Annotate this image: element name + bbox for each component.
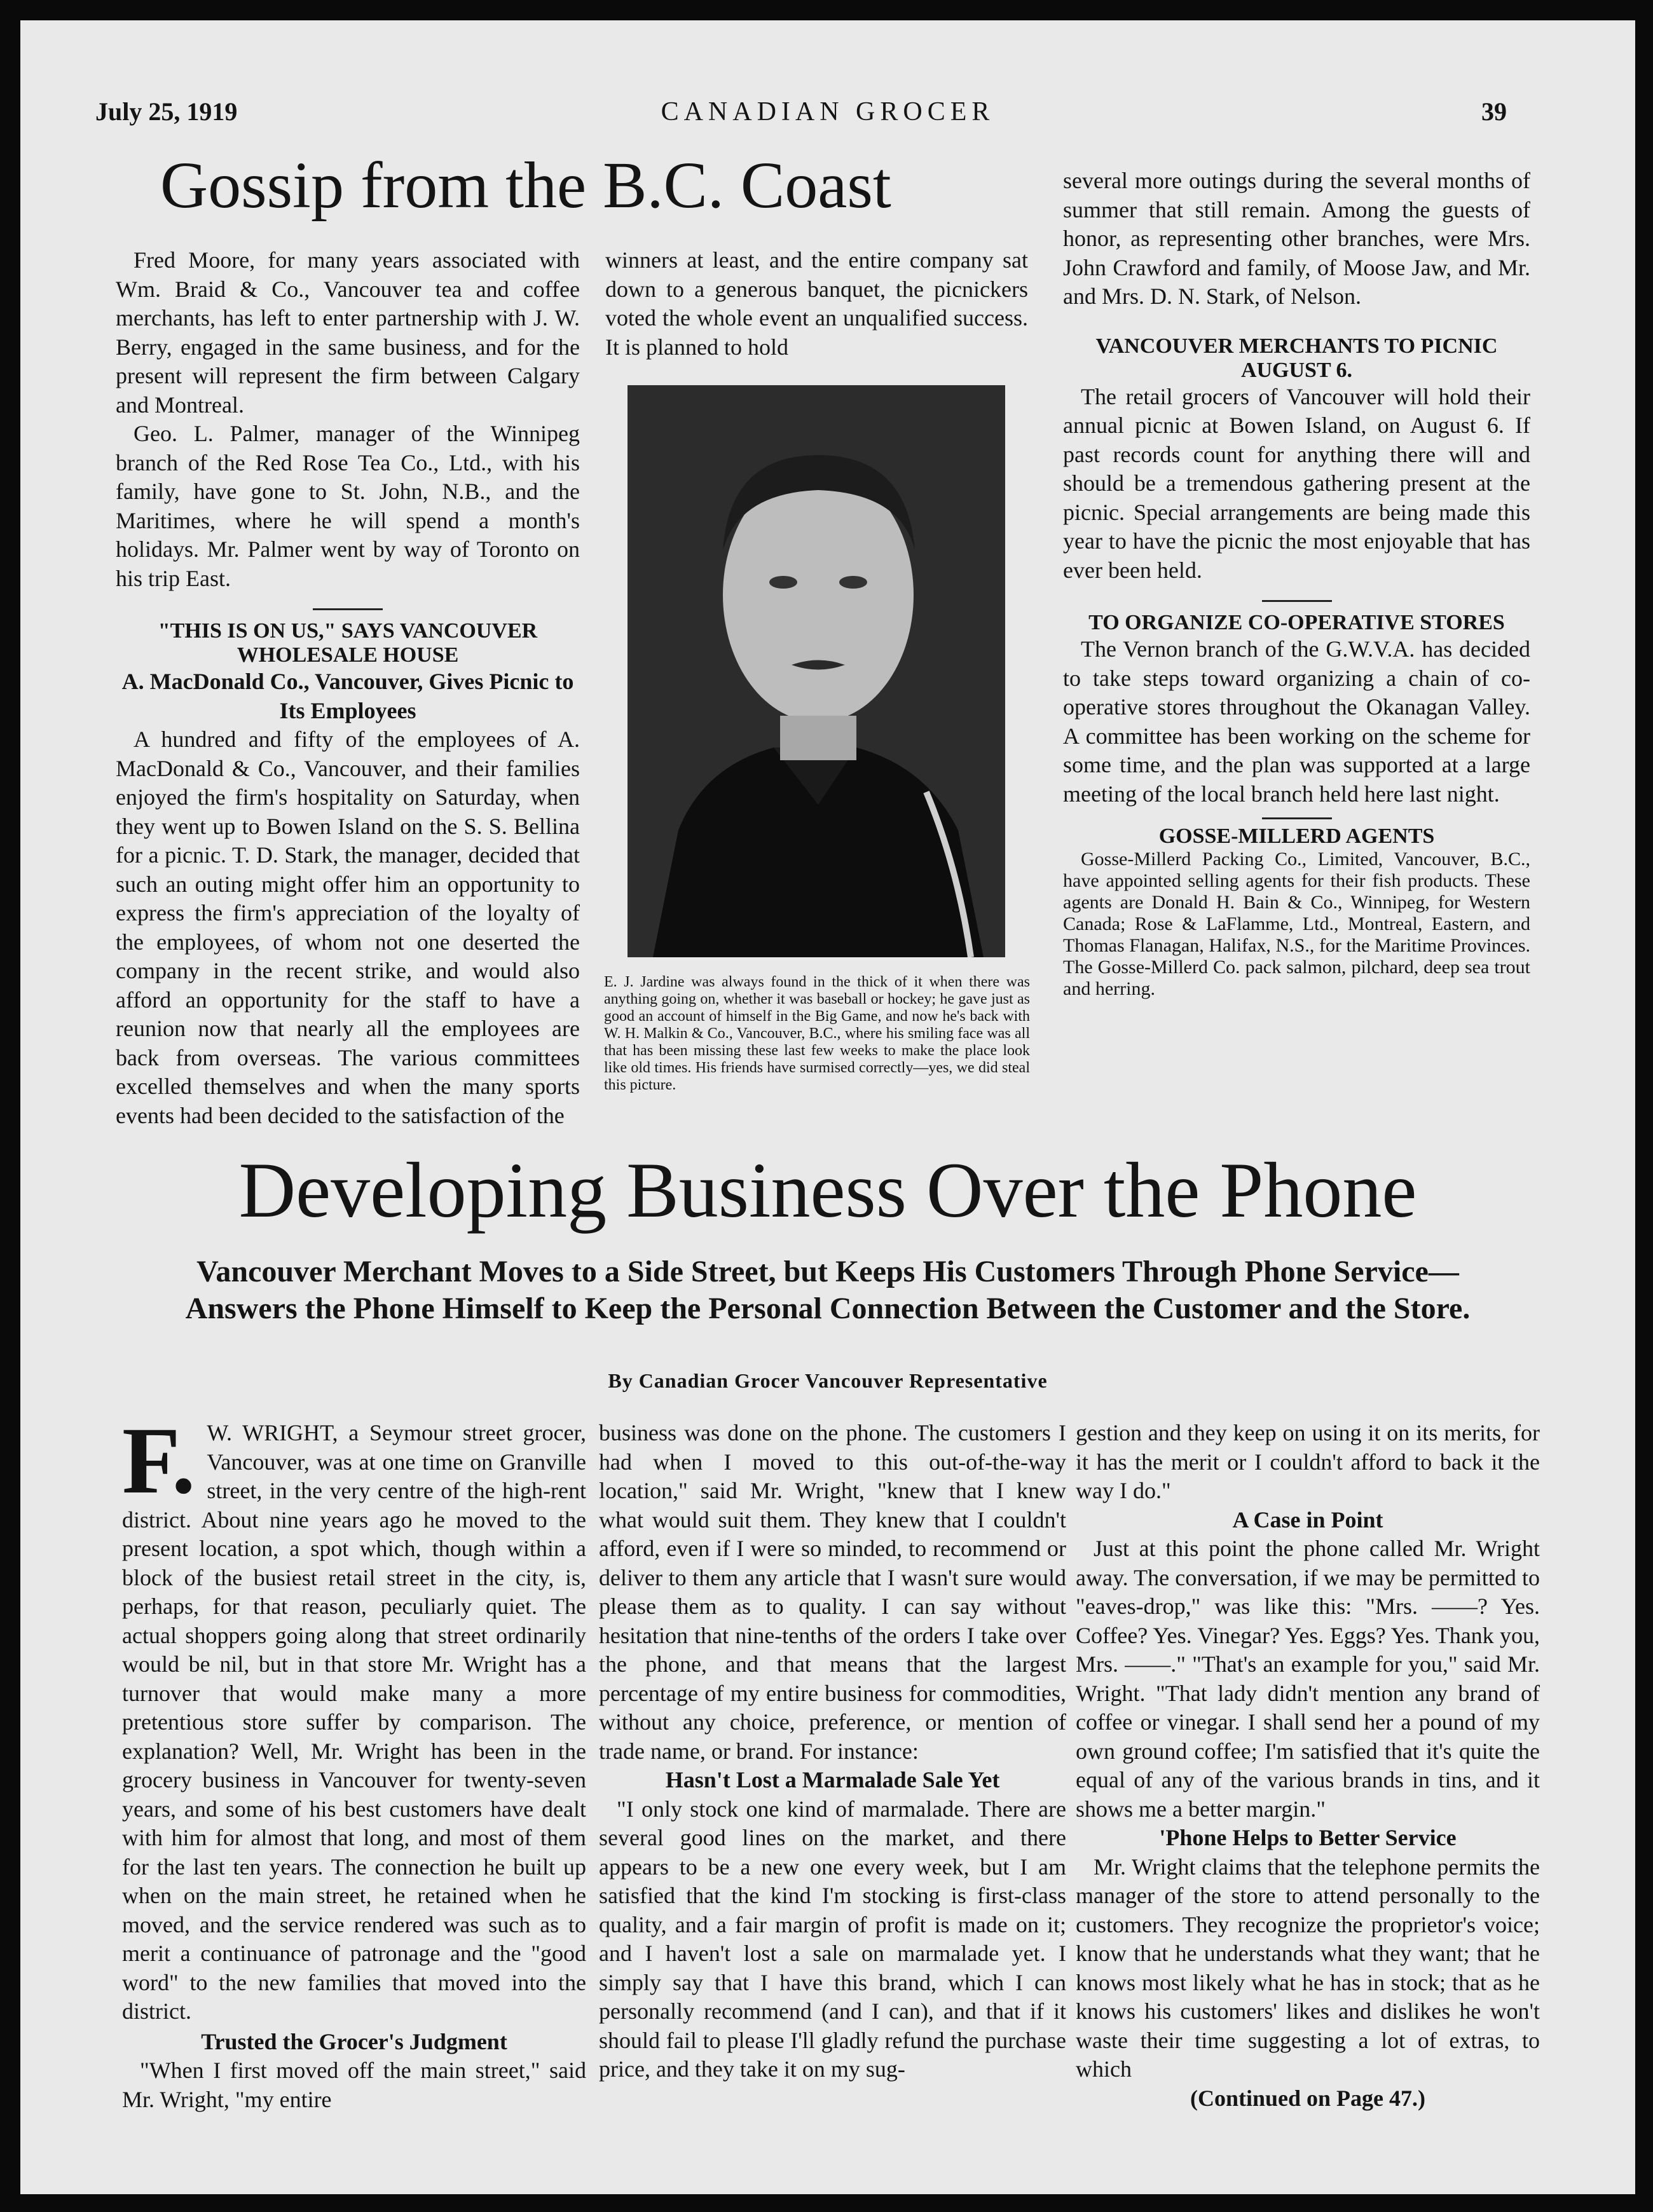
- paragraph: The retail grocers of Vancouver will hold their annual picnic at Bowen Island, on August 6. If past records count for anything there will and should be a tremendous gathering present at the picnic. Special arrangements are being made this year to have the picnic the most enjoyable that has ever been held.: [1063, 383, 1530, 583]
- section-subheading: Trusted the Grocer's Judgment: [201, 2028, 507, 2054]
- article-byline: By Canadian Grocer Vancouver Representative: [608, 1369, 1048, 1392]
- paragraph: "I only stock one kind of marmalade. There are several good lines on the market, and there appears to be a new one every week, but I am satisfied that the kind I'm stocking is first-class quality, and a fair margin of profit is made on it; and I haven't lost a sale on marmalade yet. I simply say that I have this brand, which I can personally recommend (and I can), and that if it should fail to please I'll gladly refund the purchase price, and they take it on my sug-: [599, 1796, 1066, 2082]
- portrait-photo: [628, 385, 1005, 957]
- section-divider: [1262, 600, 1332, 602]
- paragraph: several more outings during the several months of summer that still remain. Among the guests of honor, as representing other branches, were Mrs. John Crawford and family, of Moose Jaw, and Mr. and Mrs. D. N. Stark, of Nelson.: [1063, 168, 1530, 309]
- paragraph: Fred Moore, for many years associated with Wm. Braid & Co., Vancouver tea and coffee merchants, has left to enter partnership with J. W. Berry, engaged in the same business, and for the present will represent the firm between Calgary and Montreal.: [116, 247, 580, 418]
- section-heading: TO ORGANIZE CO-OPERATIVE STORES: [1088, 611, 1505, 634]
- phone-column-1: [122, 1408, 586, 2114]
- paragraph: business was done on the phone. The customers I had when I moved to this out-of-the-way location," said Mr. Wright, "knew that I knew what would suit them. They knew that I couldn't afford, even if I were so minded, to recommend or deliver to them any article that I wasn't sure would please them as to quality. I can say without hesitation that nine-tenths of the orders I take over the phone, and that means that the largest percentage of my entire business for commodities, without any choice, preference, or mention of trade name, or brand. For instance:: [599, 1420, 1066, 1764]
- paragraph: A hundred and fifty of the employees of A. MacDonald & Co., Vancouver, and their families enjoyed the firm's hospitality on Saturday, when they went up to Bowen Island on the S. S. Bellina for a picnic. T. D. Stark, the manager, decided that such an outing might offer him an opportunity to express the firm's appreciation of the loyalty of the employees, of whom not one deserted the company in the recent strike, and would also afford an opportunity for the staff to have a reunion now that nearly all the employees are back from overseas. The various committees excelled themselves and when the many sports events had been decided to the satisfaction of the: [116, 727, 580, 1128]
- paragraph: Just at this point the phone called Mr. Wright away. The conversation, if we may be permitted to "eaves-drop," was like this: "Mrs. ——? Yes. Coffee? Yes. Vinegar? Yes. Eggs? Yes. Thank you, Mrs. ——." "That's an example for you," said Mr. Wright. "That lady didn't mention any brand of coffee or vinegar. I shall send her a pound of my own ground coffee; I'm satisfied that it's quite the equal of any of the various brands in tins, and it shows me a better margin.": [1076, 1536, 1540, 1822]
- magazine-page: [20, 20, 1635, 2194]
- paragraph: Geo. L. Palmer, manager of the Winnipeg branch of the Red Rose Tea Co., Ltd., with his family, have gone to St. John, N.B., and the Maritimes, where he will spend a month's holidays. Mr. Palmer went by way of Toronto on his trip East.: [116, 421, 580, 591]
- article-title-phone: Developing Business Over the Phone: [238, 1147, 1417, 1234]
- paragraph: "When I first moved off the main street," said Mr. Wright, "my entire: [122, 2058, 586, 2112]
- issue-date: July 25, 1919: [95, 97, 238, 126]
- section-divider: [1262, 817, 1332, 819]
- paragraph: Mr. Wright claims that the telephone permits the manager of the store to attend personally to the customers. They recognize the proprietor's voice; know that he understands what they want; that he knows most likely what he has in stock; that as he knows his customers' likes and dislikes he won't waste their time suggesting a lot of extras, to which: [1076, 1854, 1540, 2082]
- photo-caption: E. J. Jardine was always found in the thick of it when there was anything going on, whether it was baseball or hockey; he gave just as good an account of himself in the Big Game, and now he's back with W. H. Malkin & Co., Vancouver, B.C., where his smiling face was all that has been missing these last few weeks to make the place look like old times. His friends have surmised correctly—yes, we did steal this picture.: [604, 974, 1030, 1093]
- gossip-column-2: [605, 246, 1028, 362]
- section-heading: GOSSE-MILLERD AGENTS: [1158, 824, 1435, 848]
- portrait-illustration: [628, 385, 1005, 957]
- section-subheading: A. MacDonald Co., Vancouver, Gives Picnic to Its Employees: [121, 669, 574, 723]
- section-subheading: 'Phone Helps to Better Service: [1159, 1825, 1457, 1850]
- section-heading: VANCOUVER MERCHANTS TO PICNIC AUGUST 6.: [1095, 334, 1498, 382]
- continued-notice: (Continued on Page 47.): [1190, 2085, 1426, 2111]
- paragraph: gestion and they keep on using it on its merits, for it has the merit or I couldn't afford to back it the way I do.": [1076, 1420, 1540, 1503]
- paragraph: Gosse-Millerd Packing Co., Limited, Vancouver, B.C., have appointed selling agents for their fish products. These agents are Donald H. Bain & Co., Winnipeg, for Western Canada; Rose & LaFlamme, Ltd., Montreal, Eastern, and Thomas Flanagan, Halifax, N.S., for the Maritime Provinces. The Gosse-Millerd Co. pack salmon, pilchard, deep sea trout and herring.: [1063, 849, 1530, 999]
- article-title-gossip: Gossip from the B.C. Coast: [160, 149, 891, 222]
- section-divider: [313, 608, 383, 610]
- phone-column-3: [1076, 1419, 1540, 2113]
- section-subheading: A Case in Point: [1232, 1506, 1383, 1533]
- page-number: 39: [1481, 97, 1507, 126]
- paragraph: winners at least, and the entire company sat down to a generous banquet, the picnickers voted the whole event an unqualified success. It is planned to hold: [605, 247, 1028, 360]
- gossip-column-3: [1063, 167, 1530, 1000]
- section-subheading: Hasn't Lost a Marmalade Sale Yet: [665, 1767, 1000, 1792]
- article-deck: Vancouver Merchant Moves to a Side Street, but Keeps His Customers Through Phone Service—Answers the Phone Himself to Keep the Personal Connection Between the Customer and the Store.: [185, 1255, 1471, 1325]
- gossip-column-1: [116, 246, 580, 1130]
- phone-column-2: [599, 1419, 1066, 2084]
- drop-cap: F.: [122, 1408, 196, 1513]
- section-heading: "THIS IS ON US," SAYS VANCOUVER WHOLESALE HOUSE: [158, 619, 538, 667]
- publication-name: CANADIAN GROCER: [661, 97, 995, 126]
- paragraph: W. WRIGHT, a Seymour street grocer, Vancouver, was at one time on Granville street, in the very centre of the high-rent district. About nine years ago he moved to the present location, a spot which, though within a block of the busiest retail street in the city, is, perhaps, for that reason, peculiarly quiet. The actual shoppers going along that street ordinarily would be nil, but in that store Mr. Wright has a turnover that would make many a more pretentious store suffer by comparison. The explanation? Well, Mr. Wright has been in the grocery business in Vancouver for twenty-seven years, and some of his best customers have dealt with him for almost that long, and most of them for the last ten years. The connection he built up when on the main street, he retained when he moved, and the service rendered was such as to merit a continuance of patronage and the "good word" to the new families that moved into the district.: [122, 1420, 586, 2024]
- paragraph: The Vernon branch of the G.W.V.A. has decided to take steps toward organizing a chain of co-operative stores throughout the Okanagan Valley. A committee has been working on the scheme for some time, and the plan was supported at a large meeting of the local branch held here last night.: [1063, 636, 1530, 807]
